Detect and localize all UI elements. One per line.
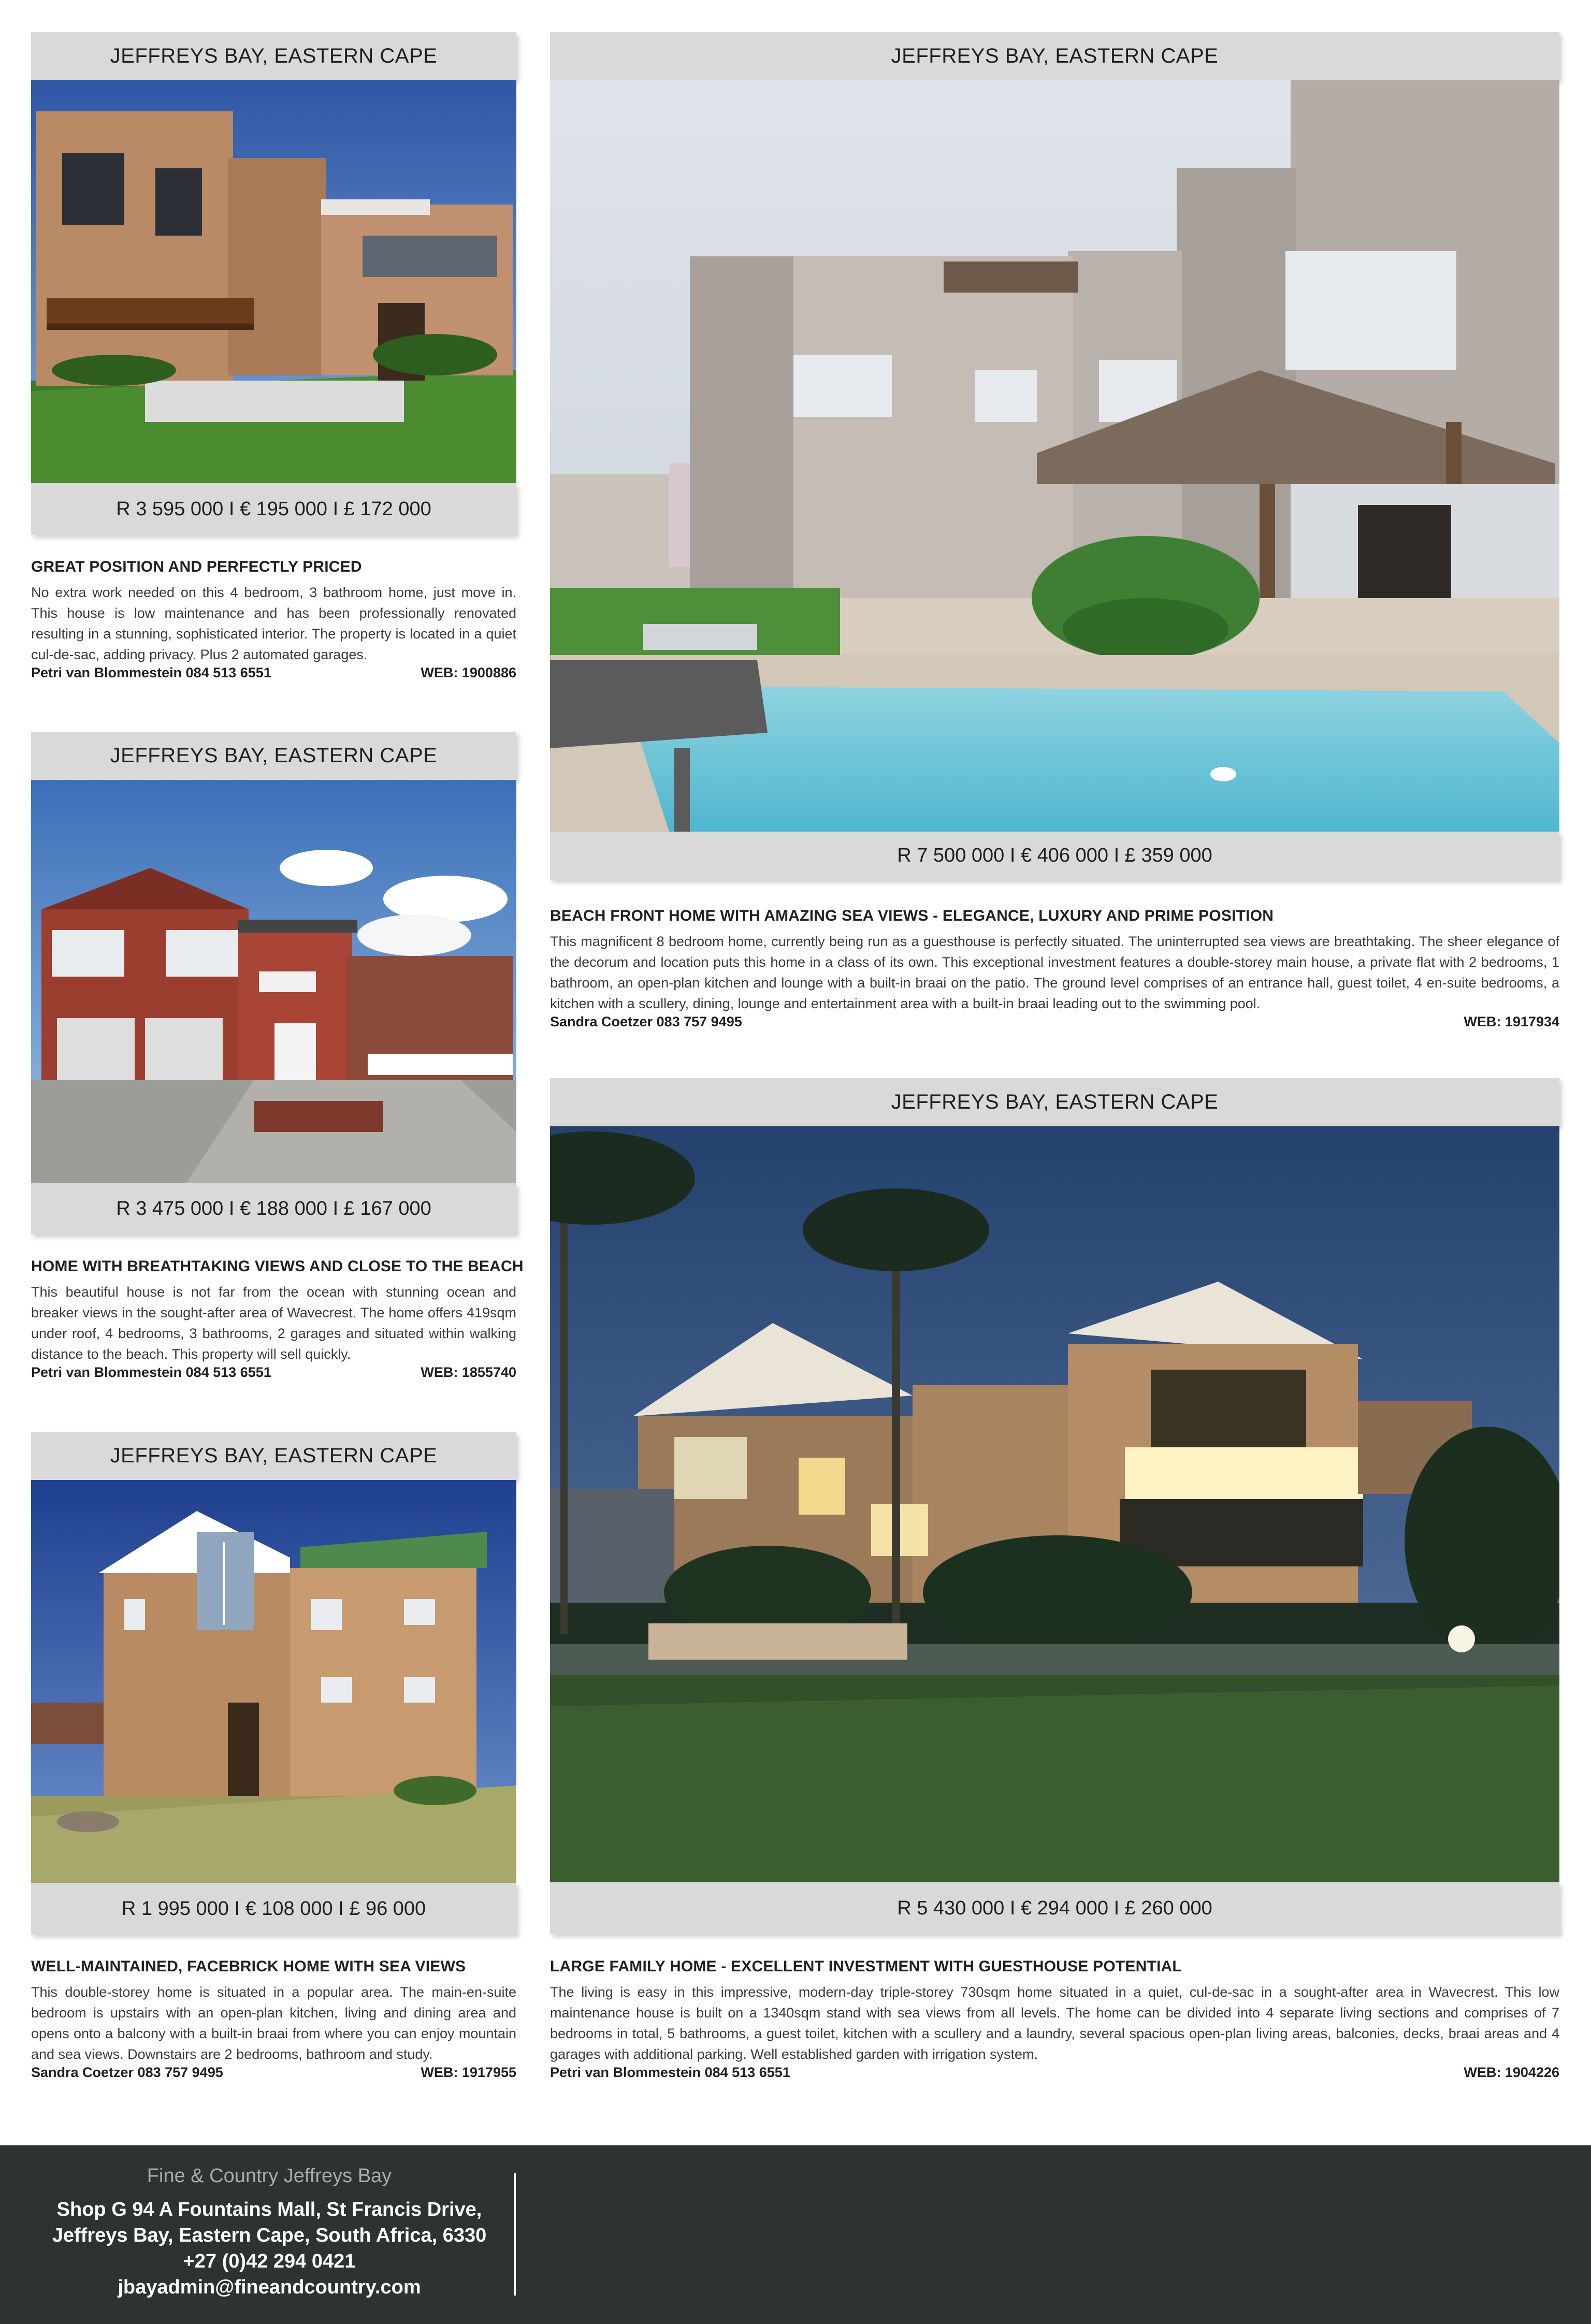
listing-footer	[31, 2065, 516, 2081]
office-details	[31, 2165, 508, 2300]
listing-description: This double-storey home is situated in a popular area. The main-en-suite bedroom is upstairs with an open-plan kitchen, living and dining area and opens onto a balcony with a built-in braai from where you can enjoy mountain and sea views. Downstairs are 2 bedrooms, bathroom and study.	[31, 1984, 516, 2062]
listing-price: R 3 595 000 I € 195 000 I £ 172 000	[31, 483, 516, 535]
office-phone: +27 (0)42 294 0421	[183, 2250, 356, 2272]
listing-description: This magnificent 8 bedroom home, currently being run as a guesthouse is perfectly situated. The uninterrupted sea views are breathtaking. The sheer elegance of the decorum and location puts this home in a class of its own. This exceptional investment features a double-storey main house, a private flat with 2 bedrooms, 1 bathroom, an open-plan kitchen and lounge with a built-in braai on the patio. The ground level comprises of an entrance hall, guest toilet, 4 en-suite bedrooms, a kitchen with a scullery, dining, lounge and entertainment area with a built-in braai leading out to the swimming pool.	[550, 934, 1559, 1011]
web-reference: WEB: 1904226	[1464, 2065, 1559, 2080]
listing-card-1	[31, 32, 516, 534]
listing-price: R 5 430 000 I € 294 000 I £ 260 000	[550, 1882, 1559, 1934]
listing-footer	[550, 1014, 1559, 1030]
card-location: JEFFREYS BAY, EASTERN CAPE	[550, 1078, 1559, 1126]
listing-text-1	[31, 558, 516, 681]
listing-photo-pool-house	[550, 80, 1559, 832]
listing-card-3	[31, 1432, 516, 1934]
agent-contact: Sandra Coetzer 083 757 9495	[550, 1014, 742, 1029]
listing-price: R 3 475 000 I € 188 000 I £ 167 000	[31, 1183, 516, 1234]
listing-photo-red-brick-house	[31, 780, 516, 1183]
card-location: JEFFREYS BAY, EASTERN CAPE	[550, 32, 1559, 80]
agent-contact: Sandra Coetzer 083 757 9495	[31, 2065, 223, 2080]
web-reference: WEB: 1917934	[1464, 1014, 1559, 1029]
listing-card-4	[550, 32, 1559, 880]
listing-description: The living is easy in this impressive, modern-day triple-storey 730sqm home situated in a quiet, cul-de-sac in a sought-after area in Wavecrest. This low maintenance house is built on a 1340sqm stand with sea views from all levels. The home can be divided into 4 separate living sections and comprises of 7 bedrooms in total, 5 bathrooms, a guest toilet, kitchen with a scullery and a laundry, several spacious open-plan living areas, balconies, decks, braai areas and 4 garages with additional parking. Well established garden with irrigation system.	[550, 1984, 1559, 2062]
office-address-line-2: Jeffreys Bay, Eastern Cape, South Africa, 6330	[52, 2225, 487, 2246]
footer-divider	[514, 2173, 516, 2296]
listing-title: LARGE FAMILY HOME - EXCELLENT INVESTMENT WITH GUESTHOUSE POTENTIAL	[550, 1958, 1182, 1975]
listing-footer	[31, 1364, 516, 1381]
web-reference: WEB: 1900886	[421, 665, 516, 680]
card-location: JEFFREYS BAY, EASTERN CAPE	[31, 32, 516, 80]
web-reference: WEB: 1855740	[421, 1364, 516, 1380]
listing-photo-brick-house	[31, 80, 516, 483]
listing-photo-facebrick-house	[31, 1480, 516, 1883]
listing-footer	[550, 2065, 1559, 2081]
web-reference: WEB: 1917955	[421, 2065, 516, 2080]
listing-text-4	[550, 907, 1559, 1030]
listing-text-3	[31, 1958, 516, 2081]
card-location: JEFFREYS BAY, EASTERN CAPE	[31, 1432, 516, 1480]
listing-text-5	[550, 1958, 1559, 2081]
listing-title: HOME WITH BREATHTAKING VIEWS AND CLOSE TO THE BEACH	[31, 1258, 524, 1275]
listing-title: GREAT POSITION AND PERFECTLY PRICED	[31, 558, 362, 575]
agent-contact: Petri van Blommestein 084 513 6551	[550, 2065, 790, 2080]
office-address-line-1: Shop G 94 A Fountains Mall, St Francis Drive,	[56, 2199, 482, 2220]
listing-text-2	[31, 1258, 524, 1381]
agent-contact: Petri van Blommestein 084 513 6551	[31, 1364, 271, 1380]
listing-title: BEACH FRONT HOME WITH AMAZING SEA VIEWS - ELEGANCE, LUXURY AND PRIME POSITION	[550, 907, 1274, 924]
listing-description: No extra work needed on this 4 bedroom, 3 bathroom home, just move in. This house is low maintenance and has been professionally renovated resulting in a stunning, sophisticated interior. The property is located in a quiet cul-de-sac, adding privacy. Plus 2 automated garages.	[31, 585, 516, 662]
listing-title: WELL-MAINTAINED, FACEBRICK HOME WITH SEA VIEWS	[31, 1958, 466, 1975]
listing-footer	[31, 665, 516, 681]
listing-photo-dusk-house	[550, 1126, 1559, 1882]
listing-card-5	[550, 1078, 1559, 1934]
listing-description: This beautiful house is not far from the ocean with stunning ocean and breaker views in the sought-after area of Wavecrest. The home offers 419sqm under roof, 4 bedrooms, 3 bathrooms, 2 garages and situated within walking distance to the beach. This property will sell quickly.	[31, 1284, 516, 1362]
office-footer	[0, 2145, 1591, 2324]
listing-price: R 1 995 000 I € 108 000 I £ 96 000	[31, 1883, 516, 1935]
listing-price: R 7 500 000 I € 406 000 I £ 359 000	[550, 832, 1559, 880]
office-email[interactable]: jbayadmin@fineandcountry.com	[118, 2276, 421, 2298]
card-location: JEFFREYS BAY, EASTERN CAPE	[31, 732, 516, 780]
agent-contact: Petri van Blommestein 084 513 6551	[31, 665, 271, 680]
listing-card-2	[31, 732, 516, 1234]
office-name: Fine & Country Jeffreys Bay	[147, 2165, 392, 2187]
